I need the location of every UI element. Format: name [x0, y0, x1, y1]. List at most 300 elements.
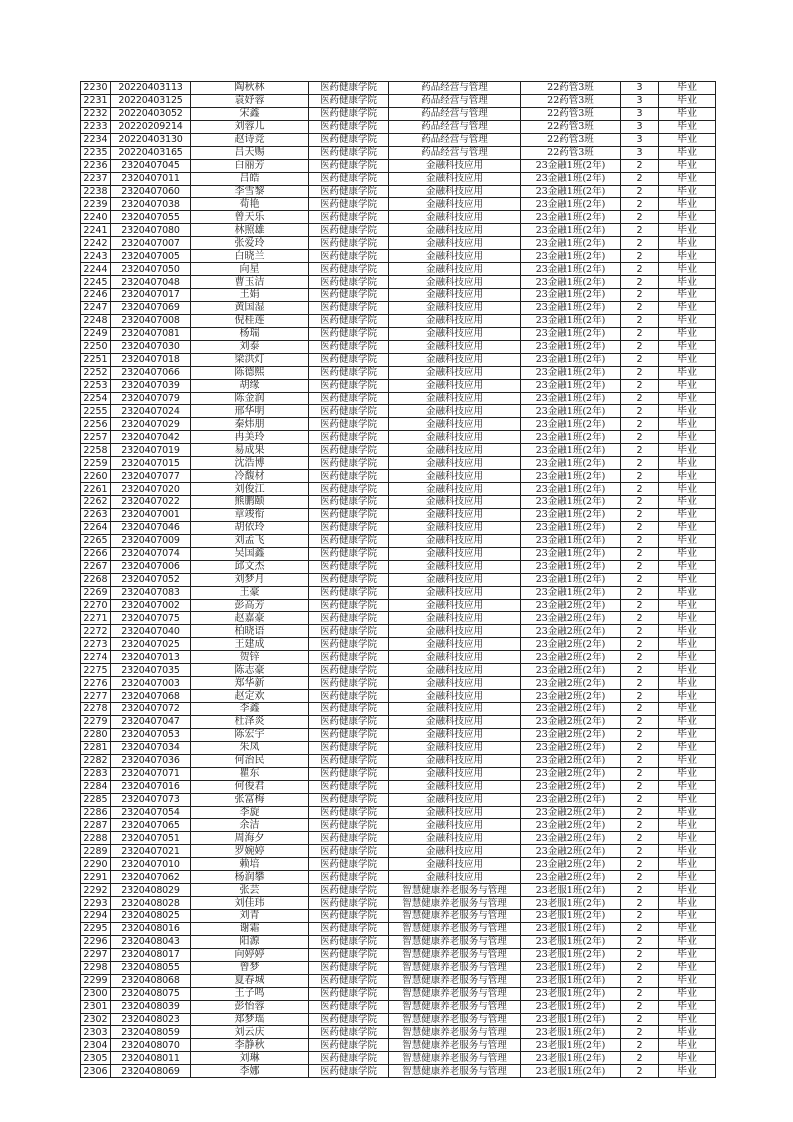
student-id-cell: 2320408028 [111, 897, 191, 910]
row-number-cell: 2305 [81, 1052, 111, 1065]
student-id-cell: 2320408068 [111, 974, 191, 987]
table-row [81, 107, 716, 120]
row-number-cell: 2277 [81, 690, 111, 703]
college-name-cell: 医药健康学院 [309, 94, 389, 107]
table-row [81, 276, 716, 289]
student-name-cell: 刘泰 [191, 340, 309, 353]
graduation-status-cell: 毕业 [659, 728, 716, 741]
row-number-cell: 2255 [81, 405, 111, 418]
graduation-status-cell: 毕业 [659, 496, 716, 509]
row-number-cell: 2257 [81, 431, 111, 444]
graduation-status-cell: 毕业 [659, 457, 716, 470]
major-name-cell: 智慧健康养老服务与管理 [389, 1052, 521, 1065]
major-name-cell: 金融科技应用 [389, 276, 521, 289]
student-id-cell: 2320407024 [111, 405, 191, 418]
major-name-cell: 金融科技应用 [389, 314, 521, 327]
student-name-cell: 刘梦月 [191, 573, 309, 586]
major-name-cell: 智慧健康养老服务与管理 [389, 974, 521, 987]
study-years-cell: 2 [621, 806, 659, 819]
major-name-cell: 智慧健康养老服务与管理 [389, 1013, 521, 1026]
class-name-cell: 23金融1班(2年) [521, 521, 621, 534]
college-name-cell: 医药健康学院 [309, 521, 389, 534]
row-number-cell: 2245 [81, 276, 111, 289]
student-id-cell: 2320407042 [111, 431, 191, 444]
major-name-cell: 金融科技应用 [389, 198, 521, 211]
student-name-cell: 章竣衔 [191, 508, 309, 521]
class-name-cell: 23金融1班(2年) [521, 379, 621, 392]
student-id-cell: 2320408016 [111, 922, 191, 935]
table-row [81, 534, 716, 547]
major-name-cell: 药品经营与管理 [389, 146, 521, 159]
major-name-cell: 金融科技应用 [389, 224, 521, 237]
class-name-cell: 23金融2班(2年) [521, 677, 621, 690]
major-name-cell: 药品经营与管理 [389, 120, 521, 133]
study-years-cell: 2 [621, 353, 659, 366]
student-id-cell: 2320407047 [111, 715, 191, 728]
student-id-cell: 2320408059 [111, 1026, 191, 1039]
student-name-cell: 易成果 [191, 444, 309, 457]
table-row [81, 224, 716, 237]
student-name-cell: 向星 [191, 263, 309, 276]
graduation-status-cell: 毕业 [659, 987, 716, 1000]
class-name-cell: 23金融2班(2年) [521, 819, 621, 832]
graduation-status-cell: 毕业 [659, 754, 716, 767]
major-name-cell: 金融科技应用 [389, 457, 521, 470]
class-name-cell: 23金融2班(2年) [521, 664, 621, 677]
student-name-cell: 宋鑫 [191, 107, 309, 120]
class-name-cell: 23金融2班(2年) [521, 625, 621, 638]
table-row [81, 508, 716, 521]
study-years-cell: 2 [621, 172, 659, 185]
study-years-cell: 2 [621, 987, 659, 1000]
major-name-cell: 金融科技应用 [389, 612, 521, 625]
class-name-cell: 23金融1班(2年) [521, 353, 621, 366]
college-name-cell: 医药健康学院 [309, 974, 389, 987]
row-number-cell: 2243 [81, 250, 111, 263]
student-name-cell: 杜泽炎 [191, 715, 309, 728]
student-name-cell: 刘琳 [191, 1052, 309, 1065]
college-name-cell: 医药健康学院 [309, 444, 389, 457]
college-name-cell: 医药健康学院 [309, 237, 389, 250]
graduation-status-cell: 毕业 [659, 366, 716, 379]
student-name-cell: 杨润攀 [191, 871, 309, 884]
row-number-cell: 2306 [81, 1065, 111, 1078]
study-years-cell: 3 [621, 94, 659, 107]
student-name-cell: 杨瑞 [191, 327, 309, 340]
study-years-cell: 2 [621, 418, 659, 431]
college-name-cell: 医药健康学院 [309, 897, 389, 910]
student-id-cell: 2320408011 [111, 1052, 191, 1065]
college-name-cell: 医药健康学院 [309, 754, 389, 767]
table-row [81, 599, 716, 612]
student-name-cell: 吕天赐 [191, 146, 309, 159]
table-row [81, 845, 716, 858]
student-name-cell: 李鑫 [191, 703, 309, 716]
table-row [81, 379, 716, 392]
study-years-cell: 2 [621, 935, 659, 948]
college-name-cell: 医药健康学院 [309, 198, 389, 211]
study-years-cell: 3 [621, 146, 659, 159]
study-years-cell: 2 [621, 793, 659, 806]
row-number-cell: 2271 [81, 612, 111, 625]
major-name-cell: 金融科技应用 [389, 496, 521, 509]
table-row [81, 871, 716, 884]
graduation-status-cell: 毕业 [659, 379, 716, 392]
table-row [81, 1026, 716, 1039]
study-years-cell: 2 [621, 612, 659, 625]
major-name-cell: 金融科技应用 [389, 185, 521, 198]
student-name-cell: 彭高芳 [191, 599, 309, 612]
row-number-cell: 2260 [81, 470, 111, 483]
student-name-cell: 刘青 [191, 910, 309, 923]
student-name-cell: 刘云庆 [191, 1026, 309, 1039]
class-name-cell: 23老服1班(2年) [521, 1052, 621, 1065]
college-name-cell: 医药健康学院 [309, 133, 389, 146]
major-name-cell: 金融科技应用 [389, 483, 521, 496]
college-name-cell: 医药健康学院 [309, 690, 389, 703]
student-id-cell: 2320407079 [111, 392, 191, 405]
class-name-cell: 23金融1班(2年) [521, 457, 621, 470]
graduation-status-cell: 毕业 [659, 444, 716, 457]
graduation-status-cell: 毕业 [659, 651, 716, 664]
college-name-cell: 医药健康学院 [309, 638, 389, 651]
class-name-cell: 22药管3班 [521, 146, 621, 159]
major-name-cell: 金融科技应用 [389, 638, 521, 651]
major-name-cell: 金融科技应用 [389, 366, 521, 379]
table-row [81, 935, 716, 948]
table-row [81, 496, 716, 509]
student-name-cell: 陶秋林 [191, 82, 309, 95]
class-name-cell: 23金融1班(2年) [521, 496, 621, 509]
class-name-cell: 23金融2班(2年) [521, 703, 621, 716]
table-row [81, 948, 716, 961]
class-name-cell: 22药管3班 [521, 120, 621, 133]
graduation-status-cell: 毕业 [659, 599, 716, 612]
college-name-cell: 医药健康学院 [309, 146, 389, 159]
table-row [81, 444, 716, 457]
table-row [81, 314, 716, 327]
class-name-cell: 23金融1班(2年) [521, 586, 621, 599]
major-name-cell: 金融科技应用 [389, 573, 521, 586]
class-name-cell: 23金融1班(2年) [521, 470, 621, 483]
row-number-cell: 2236 [81, 159, 111, 172]
student-id-cell: 2320407019 [111, 444, 191, 457]
study-years-cell: 2 [621, 690, 659, 703]
class-name-cell: 23金融2班(2年) [521, 780, 621, 793]
row-number-cell: 2230 [81, 82, 111, 95]
graduation-status-cell: 毕业 [659, 172, 716, 185]
class-name-cell: 23金融2班(2年) [521, 858, 621, 871]
major-name-cell: 金融科技应用 [389, 741, 521, 754]
table-row [81, 133, 716, 146]
student-id-cell: 2320407062 [111, 871, 191, 884]
graduation-roster-table [80, 81, 716, 1078]
graduation-status-cell: 毕业 [659, 392, 716, 405]
student-name-cell: 邢华明 [191, 405, 309, 418]
graduation-status-cell: 毕业 [659, 974, 716, 987]
table-row [81, 1065, 716, 1078]
row-number-cell: 2279 [81, 715, 111, 728]
major-name-cell: 金融科技应用 [389, 405, 521, 418]
student-name-cell: 赖培 [191, 858, 309, 871]
graduation-status-cell: 毕业 [659, 1052, 716, 1065]
table-row [81, 728, 716, 741]
student-id-cell: 2320407036 [111, 754, 191, 767]
major-name-cell: 金融科技应用 [389, 625, 521, 638]
graduation-status-cell: 毕业 [659, 470, 716, 483]
row-number-cell: 2287 [81, 819, 111, 832]
graduation-status-cell: 毕业 [659, 884, 716, 897]
graduation-status-cell: 毕业 [659, 560, 716, 573]
graduation-status-cell: 毕业 [659, 767, 716, 780]
table-row [81, 832, 716, 845]
student-name-cell: 胡依玲 [191, 521, 309, 534]
table-row [81, 806, 716, 819]
table-row [81, 715, 716, 728]
row-number-cell: 2264 [81, 521, 111, 534]
student-id-cell: 2320407051 [111, 832, 191, 845]
student-id-cell: 2320407074 [111, 547, 191, 560]
class-name-cell: 23金融1班(2年) [521, 172, 621, 185]
student-id-cell: 20220403125 [111, 94, 191, 107]
study-years-cell: 2 [621, 366, 659, 379]
study-years-cell: 2 [621, 250, 659, 263]
student-id-cell: 2320407013 [111, 651, 191, 664]
student-name-cell: 王豪 [191, 586, 309, 599]
row-number-cell: 2303 [81, 1026, 111, 1039]
row-number-cell: 2270 [81, 599, 111, 612]
student-name-cell: 贺锌 [191, 651, 309, 664]
table-row [81, 405, 716, 418]
student-id-cell: 2320407050 [111, 263, 191, 276]
student-name-cell: 张芸 [191, 884, 309, 897]
row-number-cell: 2259 [81, 457, 111, 470]
student-name-cell: 刘孟飞 [191, 534, 309, 547]
class-name-cell: 23老服1班(2年) [521, 1000, 621, 1013]
class-name-cell: 23老服1班(2年) [521, 987, 621, 1000]
college-name-cell: 医药健康学院 [309, 1026, 389, 1039]
student-id-cell: 2320407010 [111, 858, 191, 871]
study-years-cell: 2 [621, 961, 659, 974]
study-years-cell: 2 [621, 573, 659, 586]
graduation-status-cell: 毕业 [659, 353, 716, 366]
college-name-cell: 医药健康学院 [309, 185, 389, 198]
student-id-cell: 20220403130 [111, 133, 191, 146]
row-number-cell: 2300 [81, 987, 111, 1000]
graduation-status-cell: 毕业 [659, 612, 716, 625]
row-number-cell: 2280 [81, 728, 111, 741]
table-row [81, 560, 716, 573]
table-row [81, 185, 716, 198]
class-name-cell: 23金融1班(2年) [521, 431, 621, 444]
class-name-cell: 23老服1班(2年) [521, 910, 621, 923]
study-years-cell: 3 [621, 120, 659, 133]
major-name-cell: 金融科技应用 [389, 392, 521, 405]
class-name-cell: 23金融1班(2年) [521, 483, 621, 496]
student-name-cell: 沈浩博 [191, 457, 309, 470]
graduation-status-cell: 毕业 [659, 832, 716, 845]
major-name-cell: 金融科技应用 [389, 728, 521, 741]
student-id-cell: 2320407053 [111, 728, 191, 741]
student-name-cell: 吕皓 [191, 172, 309, 185]
row-number-cell: 2253 [81, 379, 111, 392]
student-name-cell: 赵诗竞 [191, 133, 309, 146]
row-number-cell: 2290 [81, 858, 111, 871]
class-name-cell: 23金融2班(2年) [521, 638, 621, 651]
study-years-cell: 2 [621, 1026, 659, 1039]
college-name-cell: 医药健康学院 [309, 224, 389, 237]
major-name-cell: 金融科技应用 [389, 289, 521, 302]
major-name-cell: 金融科技应用 [389, 353, 521, 366]
graduation-status-cell: 毕业 [659, 922, 716, 935]
college-name-cell: 医药健康学院 [309, 120, 389, 133]
college-name-cell: 医药健康学院 [309, 703, 389, 716]
major-name-cell: 智慧健康养老服务与管理 [389, 1026, 521, 1039]
graduation-status-cell: 毕业 [659, 703, 716, 716]
class-name-cell: 23金融2班(2年) [521, 690, 621, 703]
study-years-cell: 2 [621, 534, 659, 547]
table-row [81, 910, 716, 923]
college-name-cell: 医药健康学院 [309, 301, 389, 314]
major-name-cell: 智慧健康养老服务与管理 [389, 897, 521, 910]
graduation-status-cell: 毕业 [659, 107, 716, 120]
table-row [81, 82, 716, 95]
major-name-cell: 金融科技应用 [389, 159, 521, 172]
class-name-cell: 23老服1班(2年) [521, 1065, 621, 1078]
graduation-status-cell: 毕业 [659, 314, 716, 327]
college-name-cell: 医药健康学院 [309, 741, 389, 754]
study-years-cell: 2 [621, 638, 659, 651]
graduation-status-cell: 毕业 [659, 327, 716, 340]
graduation-status-cell: 毕业 [659, 82, 716, 95]
row-number-cell: 2275 [81, 664, 111, 677]
graduation-status-cell: 毕业 [659, 237, 716, 250]
row-number-cell: 2237 [81, 172, 111, 185]
student-name-cell: 李静秋 [191, 1039, 309, 1052]
major-name-cell: 智慧健康养老服务与管理 [389, 922, 521, 935]
study-years-cell: 2 [621, 431, 659, 444]
class-name-cell: 23金融2班(2年) [521, 767, 621, 780]
graduation-status-cell: 毕业 [659, 1026, 716, 1039]
student-name-cell: 李娜 [191, 1065, 309, 1078]
row-number-cell: 2288 [81, 832, 111, 845]
college-name-cell: 医药健康学院 [309, 780, 389, 793]
table-row [81, 327, 716, 340]
college-name-cell: 医药健康学院 [309, 431, 389, 444]
student-name-cell: 李旋 [191, 806, 309, 819]
table-row [81, 625, 716, 638]
table-row [81, 431, 716, 444]
table-row [81, 392, 716, 405]
student-name-cell: 陈德熙 [191, 366, 309, 379]
student-name-cell: 邱文杰 [191, 560, 309, 573]
row-number-cell: 2293 [81, 897, 111, 910]
graduation-status-cell: 毕业 [659, 263, 716, 276]
student-id-cell: 2320408023 [111, 1013, 191, 1026]
major-name-cell: 金融科技应用 [389, 677, 521, 690]
student-id-cell: 2320407039 [111, 379, 191, 392]
table-row [81, 120, 716, 133]
study-years-cell: 2 [621, 392, 659, 405]
college-name-cell: 医药健康学院 [309, 250, 389, 263]
row-number-cell: 2272 [81, 625, 111, 638]
graduation-status-cell: 毕业 [659, 858, 716, 871]
row-number-cell: 2278 [81, 703, 111, 716]
student-name-cell: 曾天乐 [191, 211, 309, 224]
college-name-cell: 医药健康学院 [309, 599, 389, 612]
row-number-cell: 2234 [81, 133, 111, 146]
class-name-cell: 23金融1班(2年) [521, 366, 621, 379]
graduation-status-cell: 毕业 [659, 405, 716, 418]
table-row [81, 703, 716, 716]
major-name-cell: 金融科技应用 [389, 172, 521, 185]
graduation-status-cell: 毕业 [659, 948, 716, 961]
college-name-cell: 医药健康学院 [309, 211, 389, 224]
table-row [81, 586, 716, 599]
student-id-cell: 2320407038 [111, 198, 191, 211]
table-row [81, 1039, 716, 1052]
major-name-cell: 智慧健康养老服务与管理 [389, 948, 521, 961]
student-id-cell: 2320407045 [111, 159, 191, 172]
class-name-cell: 23金融1班(2年) [521, 211, 621, 224]
row-number-cell: 2283 [81, 767, 111, 780]
student-id-cell: 2320407068 [111, 690, 191, 703]
student-id-cell: 2320407021 [111, 845, 191, 858]
college-name-cell: 医药健康学院 [309, 806, 389, 819]
graduation-status-cell: 毕业 [659, 547, 716, 560]
student-name-cell: 熊鹏颐 [191, 496, 309, 509]
student-id-cell: 2320407069 [111, 301, 191, 314]
class-name-cell: 22药管3班 [521, 94, 621, 107]
major-name-cell: 药品经营与管理 [389, 133, 521, 146]
row-number-cell: 2265 [81, 534, 111, 547]
class-name-cell: 23金融1班(2年) [521, 560, 621, 573]
student-name-cell: 朱凤 [191, 741, 309, 754]
student-name-cell: 陈宏宇 [191, 728, 309, 741]
study-years-cell: 2 [621, 314, 659, 327]
study-years-cell: 2 [621, 599, 659, 612]
row-number-cell: 2285 [81, 793, 111, 806]
table-row [81, 521, 716, 534]
student-id-cell: 2320407017 [111, 289, 191, 302]
major-name-cell: 金融科技应用 [389, 806, 521, 819]
row-number-cell: 2249 [81, 327, 111, 340]
class-name-cell: 23金融1班(2年) [521, 340, 621, 353]
row-number-cell: 2295 [81, 922, 111, 935]
student-name-cell: 陈志豪 [191, 664, 309, 677]
student-id-cell: 2320407054 [111, 806, 191, 819]
study-years-cell: 2 [621, 1000, 659, 1013]
graduation-status-cell: 毕业 [659, 250, 716, 263]
row-number-cell: 2289 [81, 845, 111, 858]
study-years-cell: 2 [621, 819, 659, 832]
student-id-cell: 2320407020 [111, 483, 191, 496]
table-row [81, 457, 716, 470]
row-number-cell: 2284 [81, 780, 111, 793]
row-number-cell: 2254 [81, 392, 111, 405]
student-name-cell: 何治民 [191, 754, 309, 767]
graduation-status-cell: 毕业 [659, 664, 716, 677]
student-id-cell: 20220209214 [111, 120, 191, 133]
student-name-cell: 周海夕 [191, 832, 309, 845]
major-name-cell: 金融科技应用 [389, 444, 521, 457]
college-name-cell: 医药健康学院 [309, 612, 389, 625]
student-name-cell: 王建成 [191, 638, 309, 651]
major-name-cell: 金融科技应用 [389, 858, 521, 871]
student-id-cell: 2320407016 [111, 780, 191, 793]
major-name-cell: 金融科技应用 [389, 586, 521, 599]
study-years-cell: 2 [621, 185, 659, 198]
